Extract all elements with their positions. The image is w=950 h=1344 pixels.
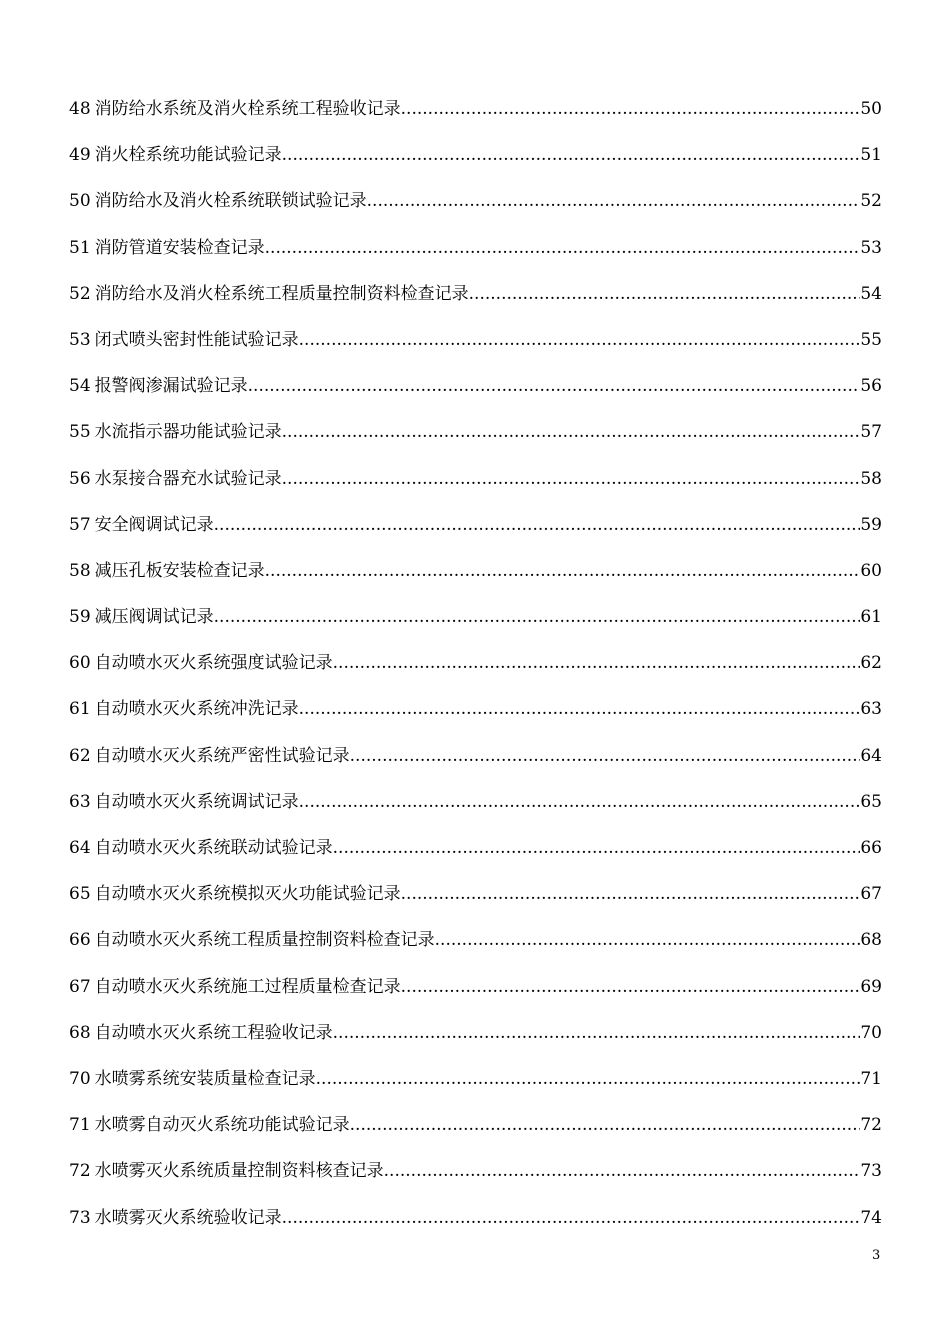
dot-leader — [214, 513, 861, 537]
entry-page-number: 57 — [860, 422, 882, 443]
entry-title: 消防给水及消火栓系统工程质量控制资料检查记录 — [94, 283, 469, 304]
dot-leader — [265, 559, 861, 583]
entry-title: 水喷雾灭火系统质量控制资料核查记录 — [94, 1161, 384, 1182]
entry-title: 水喷雾自动灭火系统功能试验记录 — [94, 1115, 350, 1136]
entry-title: 消防给水及消火栓系统联锁试验记录 — [94, 191, 367, 212]
dot-leader — [282, 143, 861, 167]
entry-title: 自动喷水灭火系统严密性试验记录 — [94, 745, 350, 766]
entry-page-number: 68 — [860, 930, 882, 951]
entry-number: 70 — [69, 1068, 91, 1089]
entry-number: 73 — [69, 1207, 91, 1228]
entry-title: 水喷雾灭火系统验收记录 — [94, 1207, 282, 1228]
entry-number: 48 — [69, 99, 91, 119]
entry-page-number: 55 — [860, 329, 882, 350]
entry-title: 消防给水系统及消火栓系统工程验收记录 — [94, 99, 401, 119]
entry-number: 57 — [69, 514, 91, 535]
entry-number: 52 — [69, 283, 91, 304]
entry-number: 58 — [69, 560, 91, 581]
entry-page-number: 63 — [860, 699, 882, 720]
entry-number: 63 — [69, 791, 91, 812]
toc-entry[interactable] — [69, 236, 882, 282]
entry-page-number: 66 — [860, 838, 882, 858]
dot-leader — [282, 420, 861, 444]
entry-number: 60 — [69, 653, 91, 674]
entry-page-number: 69 — [860, 976, 882, 997]
entry-page-number: 59 — [860, 514, 882, 535]
entry-page-number: 62 — [860, 653, 882, 674]
dot-leader — [282, 1206, 861, 1230]
dot-leader — [333, 1021, 861, 1045]
entry-title: 报警阀渗漏试验记录 — [94, 376, 248, 397]
dot-leader — [299, 790, 861, 814]
toc-entry[interactable] — [69, 1067, 882, 1113]
dot-leader — [299, 328, 861, 352]
entry-number: 62 — [69, 745, 91, 766]
entry-title: 减压孔板安装检查记录 — [94, 560, 265, 581]
entry-page-number: 58 — [860, 468, 882, 489]
toc-entry[interactable] — [69, 189, 882, 235]
toc-entry[interactable] — [69, 605, 882, 651]
toc-entry[interactable] — [69, 143, 882, 189]
entry-title: 闭式喷头密封性能试验记录 — [94, 329, 299, 350]
entry-number: 61 — [69, 699, 91, 720]
dot-leader — [350, 1113, 861, 1137]
toc-entry[interactable] — [69, 975, 882, 1021]
entry-page-number: 60 — [860, 560, 882, 581]
entry-number: 51 — [69, 237, 91, 258]
entry-number: 71 — [69, 1115, 91, 1136]
entry-number: 55 — [69, 422, 91, 443]
toc-entry[interactable] — [69, 1021, 882, 1067]
entry-number: 56 — [69, 468, 91, 489]
entry-page-number: 51 — [860, 145, 882, 166]
toc-entry[interactable] — [69, 651, 882, 697]
dot-leader — [333, 651, 861, 675]
entry-page-number: 50 — [860, 99, 882, 119]
toc-entry[interactable] — [69, 790, 882, 836]
entry-title: 自动喷水灭火系统强度试验记录 — [94, 653, 333, 674]
entry-page-number: 72 — [860, 1115, 882, 1136]
entry-page-number: 52 — [860, 191, 882, 212]
entry-title: 自动喷水灭火系统联动试验记录 — [94, 838, 333, 858]
dot-leader — [214, 605, 861, 629]
dot-leader — [265, 236, 861, 260]
toc-entry[interactable] — [69, 1113, 882, 1159]
entry-number: 50 — [69, 191, 91, 212]
dot-leader — [401, 882, 861, 906]
toc-entry[interactable] — [69, 97, 882, 143]
dot-leader — [350, 744, 861, 768]
dot-leader — [401, 975, 861, 999]
entry-page-number: 70 — [860, 1022, 882, 1043]
entry-title: 自动喷水灭火系统工程质量控制资料检查记录 — [94, 930, 435, 951]
dot-leader — [316, 1067, 861, 1091]
entry-number: 64 — [69, 838, 91, 858]
entry-page-number: 67 — [860, 884, 882, 905]
entry-title: 自动喷水灭火系统模拟灭火功能试验记录 — [94, 884, 401, 905]
dot-leader — [401, 97, 861, 121]
toc-entry[interactable] — [69, 744, 882, 790]
entry-number: 59 — [69, 607, 91, 628]
entry-page-number: 53 — [860, 237, 882, 258]
entry-number: 53 — [69, 329, 91, 350]
toc-entry[interactable] — [69, 420, 882, 466]
entry-page-number: 56 — [860, 376, 882, 397]
toc-entry[interactable] — [69, 928, 882, 974]
toc-entry[interactable] — [69, 697, 882, 743]
entry-title: 自动喷水灭火系统工程验收记录 — [94, 1022, 333, 1043]
entry-page-number: 73 — [860, 1161, 882, 1182]
table-of-contents — [69, 97, 882, 1252]
dot-leader — [248, 374, 861, 398]
dot-leader — [435, 928, 861, 952]
entry-number: 68 — [69, 1022, 91, 1043]
toc-entry[interactable] — [69, 559, 882, 605]
entry-title: 消防管道安装检查记录 — [94, 237, 265, 258]
dot-leader — [469, 282, 861, 306]
toc-entry[interactable] — [69, 328, 882, 374]
entry-title: 消火栓系统功能试验记录 — [94, 145, 282, 166]
toc-entry[interactable] — [69, 1206, 882, 1252]
dot-leader — [299, 697, 861, 721]
toc-entry[interactable] — [69, 1159, 882, 1205]
toc-entry[interactable] — [69, 374, 882, 420]
entry-page-number: 64 — [860, 745, 882, 766]
entry-number: 49 — [69, 145, 91, 166]
toc-entry[interactable] — [69, 882, 882, 928]
entry-page-number: 71 — [860, 1068, 882, 1089]
entry-title: 水泵接合器充水试验记录 — [94, 468, 282, 489]
entry-title: 减压阀调试记录 — [94, 607, 214, 628]
entry-title: 水流指示器功能试验记录 — [94, 422, 282, 443]
entry-title: 自动喷水灭火系统调试记录 — [94, 791, 299, 812]
toc-entry[interactable] — [69, 467, 882, 513]
entry-page-number: 54 — [860, 283, 882, 304]
dot-leader — [384, 1159, 861, 1183]
entry-title: 安全阀调试记录 — [94, 514, 214, 535]
toc-entry[interactable] — [69, 282, 882, 328]
entry-number: 67 — [69, 976, 91, 997]
toc-entry[interactable] — [69, 513, 882, 559]
entry-number: 72 — [69, 1161, 91, 1182]
entry-page-number: 65 — [860, 791, 882, 812]
entry-page-number: 61 — [860, 607, 882, 628]
entry-title: 自动喷水灭火系统冲洗记录 — [94, 699, 299, 720]
entry-title: 自动喷水灭火系统施工过程质量检查记录 — [94, 976, 401, 997]
entry-title: 水喷雾系统安装质量检查记录 — [94, 1068, 316, 1089]
entry-page-number: 74 — [860, 1207, 882, 1228]
dot-leader — [333, 836, 861, 860]
entry-number: 65 — [69, 884, 91, 905]
entry-number: 54 — [69, 376, 91, 397]
dot-leader — [367, 189, 861, 213]
toc-entry[interactable] — [69, 836, 882, 882]
dot-leader — [282, 467, 861, 491]
page-number: 3 — [872, 1248, 881, 1263]
entry-number: 66 — [69, 930, 91, 951]
